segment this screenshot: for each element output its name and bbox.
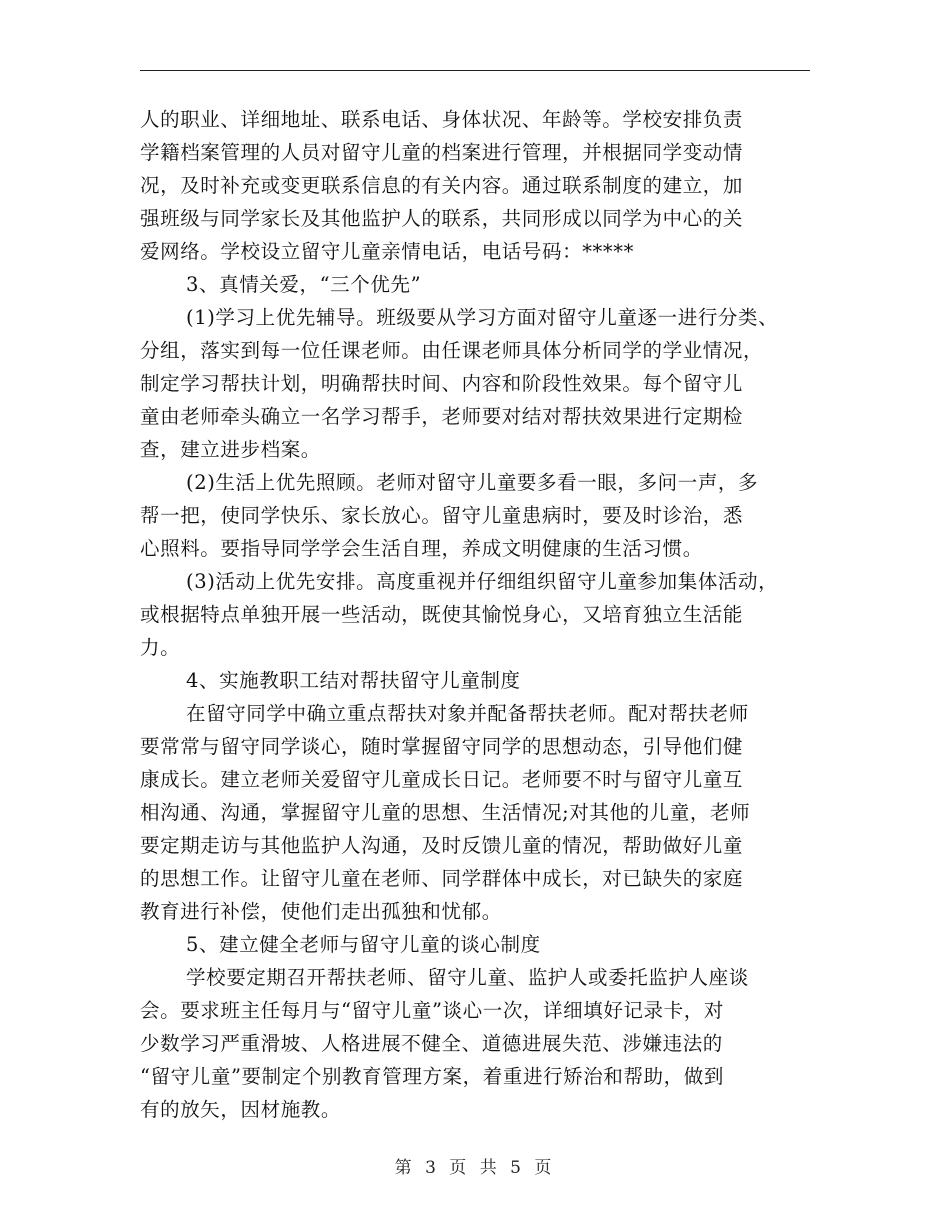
paragraph-start: (3)活动上优先安排。高度重视并仔细组织留守儿童参加集体活动， (186, 570, 779, 593)
body-line: 况，及时补充或变更联系信息的有关内容。通过联系制度的建立，加 (140, 174, 744, 197)
body-line: 有的放矢，因材施教。 (140, 1098, 342, 1121)
body-line: 力。 (140, 636, 181, 659)
body-line: 童由老师牵头确立一名学习帮手，老师要对结对帮扶效果进行定期检 (140, 405, 744, 428)
body-line: 强班级与同学家长及其他监护人的联系，共同形成以同学为中心的关 (140, 207, 744, 230)
paragraph-start: (1)学习上优先辅导。班级要从学习方面对留守儿童逐一进行分类、 (186, 306, 779, 329)
body-line: 分组，落实到每一位任课老师。由任课老师具体分析同学的学业情况， (140, 339, 764, 362)
body-line: 爱网络。学校设立留守儿童亲情电话，电话号码：***** (140, 240, 634, 263)
paragraph-start: 学校要定期召开帮扶老师、留守儿童、监护人或委托监护人座谈 (186, 966, 749, 989)
section-heading-4: 4、实施教职工结对帮扶留守儿童制度 (186, 669, 521, 692)
body-line: 制定学习帮扶计划，明确帮扶时间、内容和阶段性效果。每个留守儿 (140, 372, 744, 395)
body-line: 学籍档案管理的人员对留守儿童的档案进行管理，并根据同学变动情 (140, 141, 744, 164)
body-line: 要定期走访与其他监护人沟通，及时反馈儿童的情况，帮助做好儿童 (140, 834, 744, 857)
body-line: 相沟通、沟通，掌握留守儿童的思想、生活情况;对其他的儿童，老师 (140, 801, 751, 824)
body-line: 教育进行补偿，使他们走出孤独和忧郁。 (140, 900, 502, 923)
section-heading-3: 3、真情关爱，“三个优先” (186, 273, 422, 296)
body-line: 要常常与留守同学谈心，随时掌握留守同学的思想动态，引导他们健 (140, 735, 744, 758)
body-line: 会。要求班主任每月与“留守儿童”谈心一次，详细填好记录卡，对 (140, 999, 724, 1022)
paragraph-start: 在留守同学中确立重点帮扶对象并配备帮扶老师。配对帮扶老师 (186, 702, 749, 725)
header-rule (140, 70, 810, 71)
body-line: “留守儿童”要制定个别教育管理方案，着重进行矫治和帮助，做到 (140, 1065, 724, 1088)
body-line: 人的职业、详细地址、联系电话、身体状况、年龄等。学校安排负责 (140, 108, 744, 131)
section-heading-5: 5、建立健全老师与留守儿童的谈心制度 (186, 933, 541, 956)
body-line: 心照料。要指导同学学会生活自理，养成文明健康的生活习惯。 (140, 537, 703, 560)
document-body (140, 103, 820, 1126)
body-line: 康成长。建立老师关爱留守儿童成长日记。老师要不时与留守儿童互 (140, 768, 744, 791)
body-line: 的思想工作。让留守儿童在老师、同学群体中成长，对已缺失的家庭 (140, 867, 744, 890)
body-line: 少数学习严重滑坡、人格进展不健全、道德进展失范、涉嫌违法的 (140, 1032, 723, 1055)
page-number-footer: 第 3 页 共 5 页 (394, 1158, 556, 1178)
body-line: 帮一把，使同学快乐、家长放心。留守儿童患病时，要及时诊治，悉 (140, 504, 744, 527)
body-line: 查，建立进步档案。 (140, 438, 321, 461)
body-line: 或根据特点单独开展一些活动，既使其愉悦身心，又培育独立生活能 (140, 603, 744, 626)
paragraph-start: (2)生活上优先照顾。老师对留守儿童要多看一眼，多问一声，多 (186, 471, 759, 494)
